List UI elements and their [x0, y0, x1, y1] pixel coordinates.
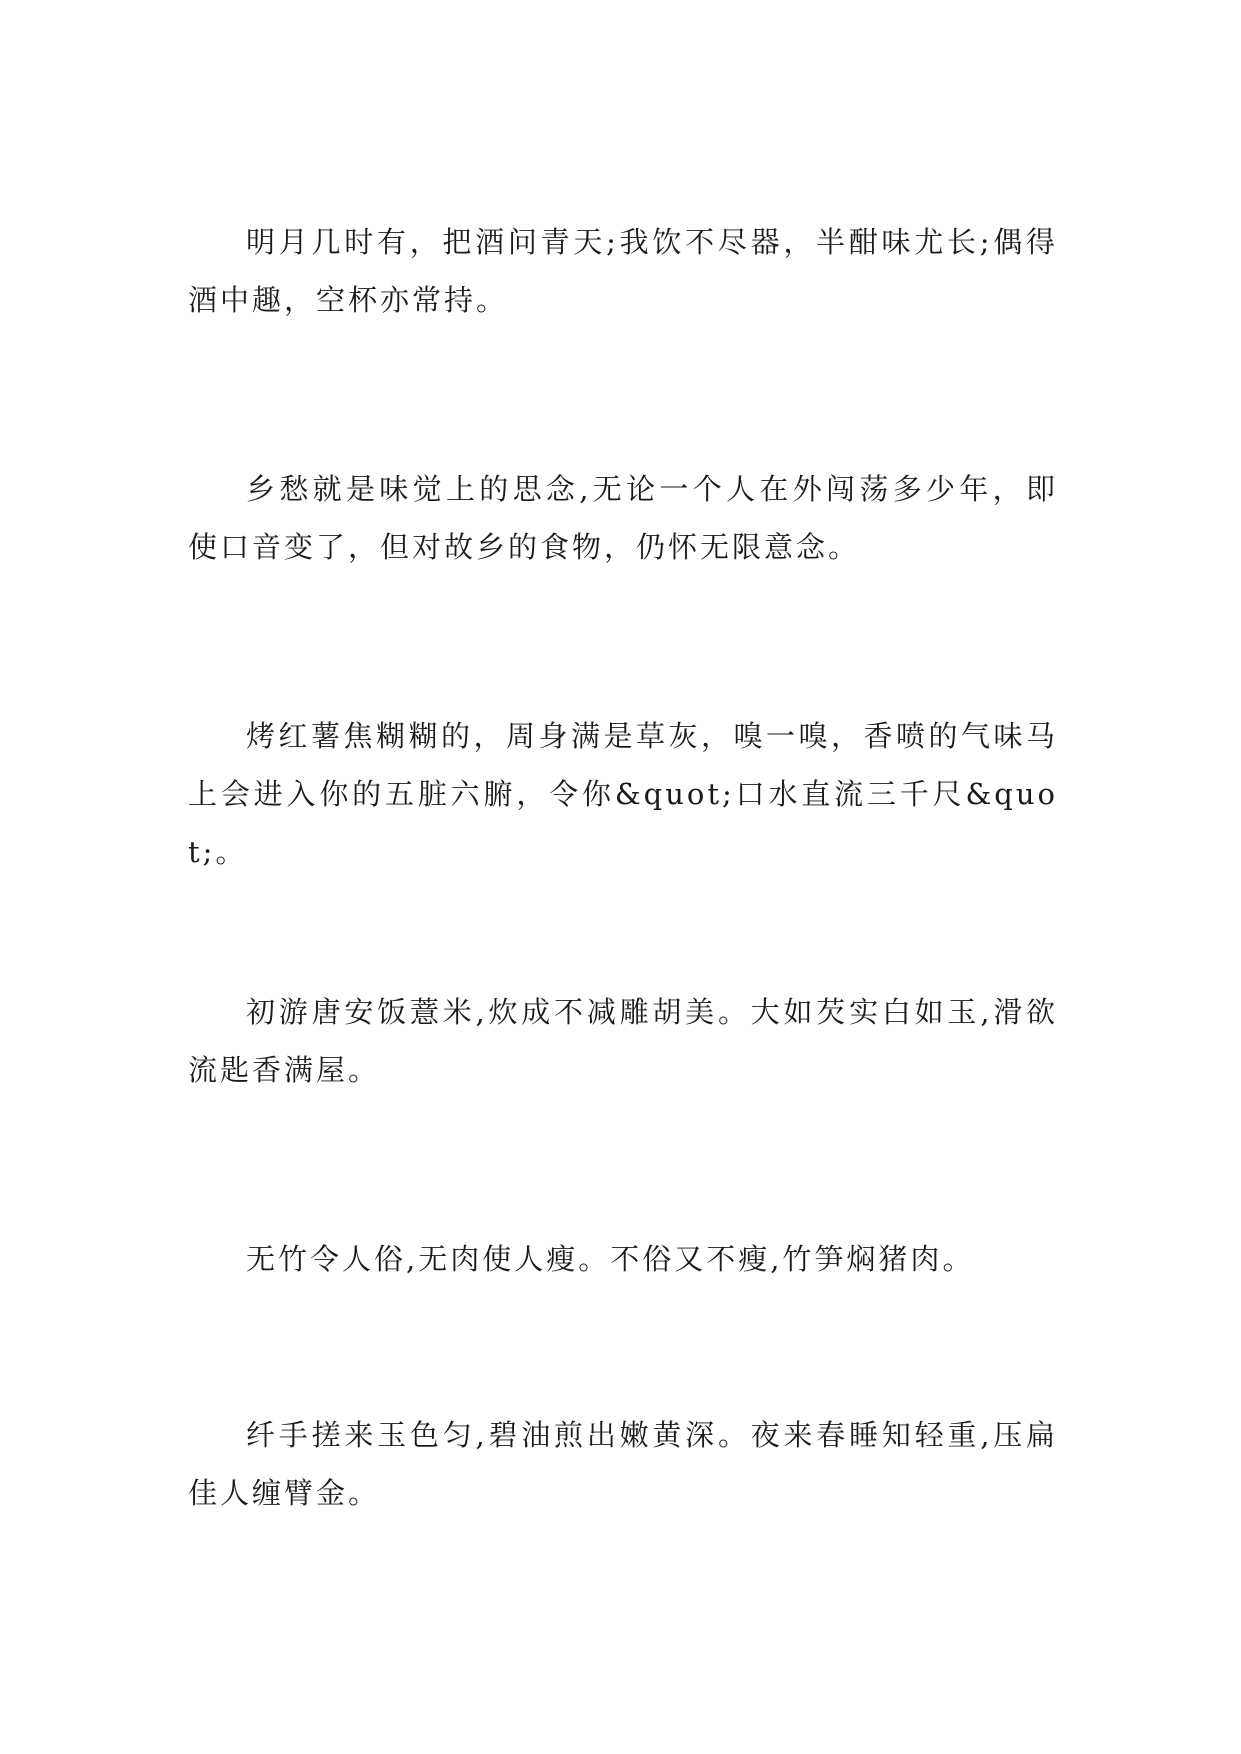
paragraph: 乡愁就是味觉上的思念,无论一个人在外闯荡多少年，即使口音变了，但对故乡的食物，仍怀无限意念。 — [188, 472, 1058, 564]
paragraph: 烤红薯焦糊糊的，周身满是草灰，嗅一嗅，香喷的气味马上会进入你的五脏六腑，令你&quot;口水直流三千尺&quot;。 — [188, 719, 1058, 869]
paragraph: 无竹令人俗,无肉使人瘦。不俗又不瘦,竹笋焖猪肉。 — [246, 1242, 975, 1276]
paragraph: 明月几时有，把酒问青天;我饮不尽器，半酣味尤长;偶得酒中趣，空杯亦常持。 — [188, 225, 1058, 317]
paragraph: 纤手搓来玉色匀,碧油煎出嫩黄深。夜来春睡知轻重,压扁佳人缠臂金。 — [188, 1418, 1058, 1510]
paragraph: 初游唐安饭薏米,炊成不减雕胡美。大如芡实白如玉,滑欲流匙香满屋。 — [188, 995, 1058, 1087]
